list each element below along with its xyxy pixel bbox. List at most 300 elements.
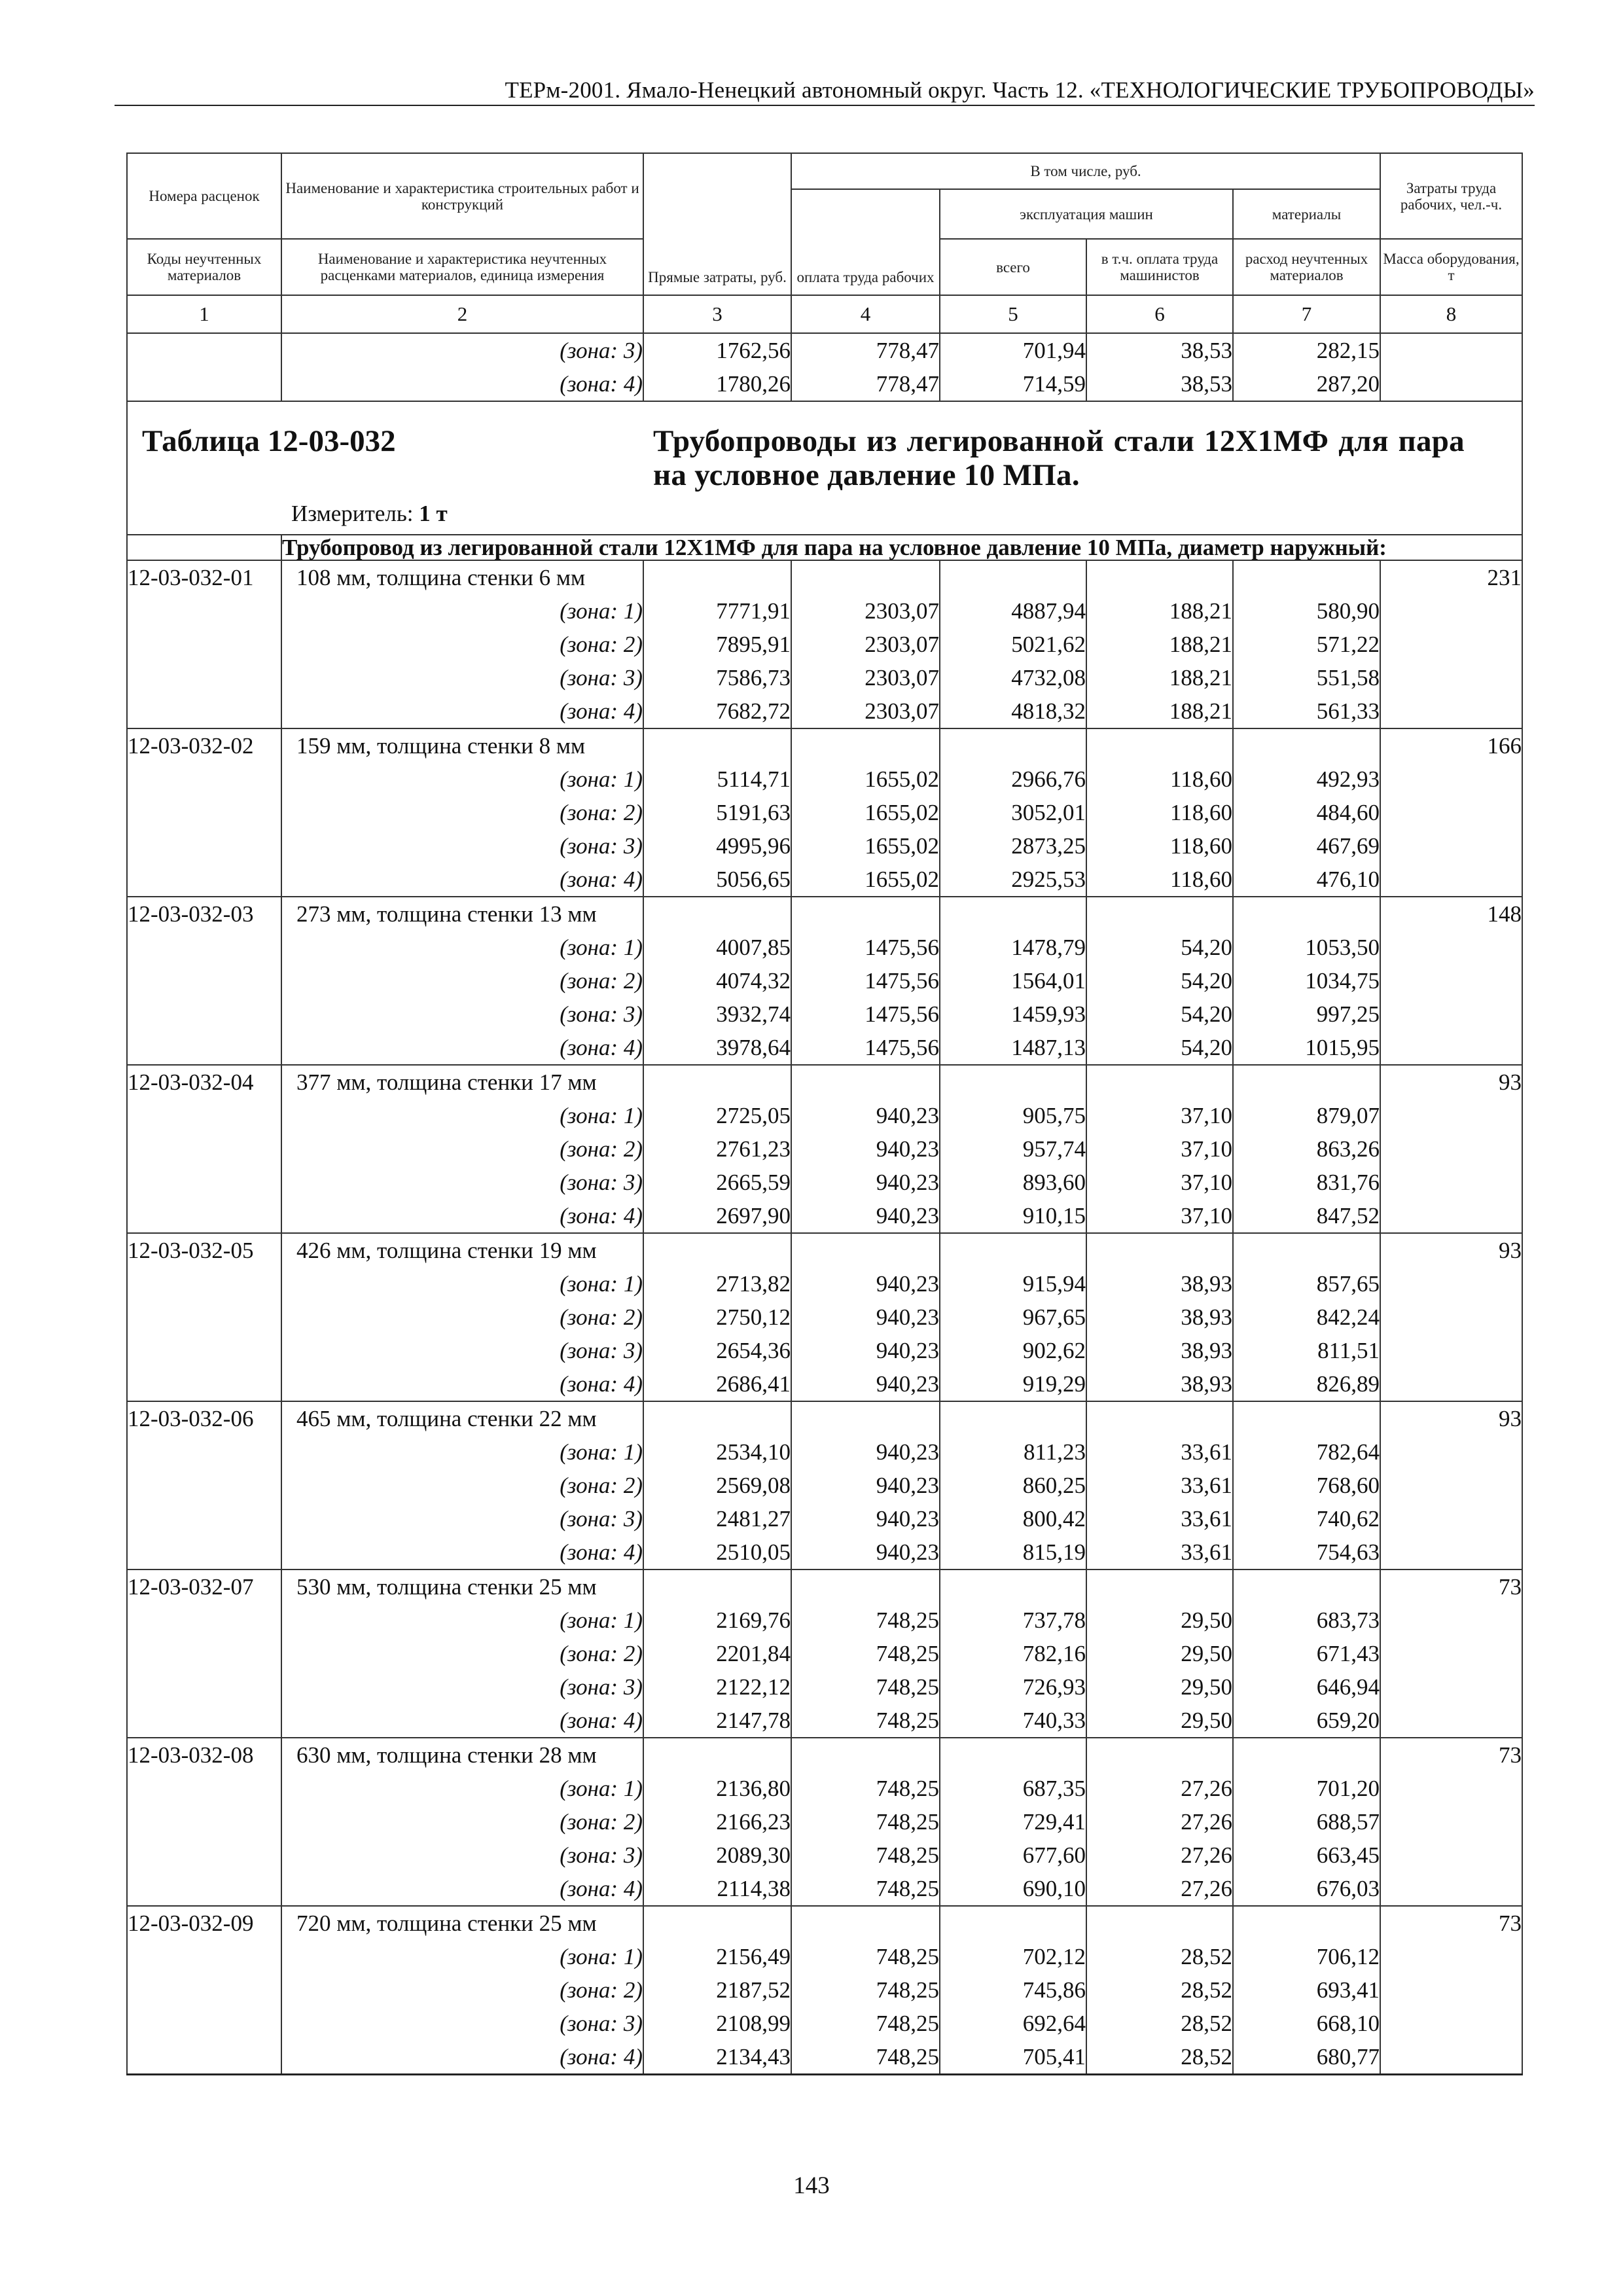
materials-cost: 863,26: [1233, 1132, 1380, 1166]
materials-cost: 492,93: [1233, 762, 1380, 796]
table-title: Трубопроводы из легированной стали 12Х1МФ для пара на условное давление 10 МПа.: [653, 424, 1465, 492]
header-incl: В том числе, руб.: [791, 153, 1380, 189]
empty-cell: [643, 1401, 791, 1435]
labor-pay: 2303,07: [791, 694, 940, 728]
machines-total: 1478,79: [940, 931, 1086, 964]
materials-cost: 561,33: [1233, 694, 1380, 728]
zone-row: [127, 964, 1522, 997]
zone-label: (зона: 4): [281, 1367, 643, 1401]
zone-label: (зона: 2): [281, 1973, 643, 2007]
row-code: [127, 931, 281, 964]
empty-cell: [1086, 897, 1233, 931]
operators-pay: 188,21: [1086, 594, 1233, 628]
row-code: [127, 1132, 281, 1166]
zone-row: [127, 2007, 1522, 2040]
zone-label: (зона: 3): [281, 661, 643, 694]
zone-row: [127, 997, 1522, 1031]
header-col2-bottom: Наименование и характеристика неучтенных расценками материалов, единица измерения: [281, 239, 643, 295]
rate-row: [127, 1401, 1522, 1435]
row-code: [127, 1973, 281, 2007]
labor-hours: 93: [1380, 1233, 1522, 1267]
operators-pay: 29,50: [1086, 1704, 1233, 1738]
materials-cost: 659,20: [1233, 1704, 1380, 1738]
table-number: Таблица 12-03-032: [142, 424, 396, 458]
labor-hours: 148: [1380, 897, 1522, 931]
zone-row: [127, 1637, 1522, 1670]
labor-pay: 1475,56: [791, 997, 940, 1031]
zone-row: [127, 1166, 1522, 1199]
empty-cell: [1086, 1401, 1233, 1435]
zone-label: (зона: 1): [281, 931, 643, 964]
labor-pay: 1475,56: [791, 964, 940, 997]
operators-pay: 38,93: [1086, 1367, 1233, 1401]
machines-total: 905,75: [940, 1099, 1086, 1132]
labor-hours: [1380, 964, 1522, 997]
direct-costs: 3978,64: [643, 1031, 791, 1065]
labor-pay: 940,23: [791, 1300, 940, 1334]
labor-hours: [1380, 1940, 1522, 1973]
zone-row: [127, 333, 1522, 367]
empty-cell: [1233, 1906, 1380, 1940]
row-code: [127, 1940, 281, 1973]
zone-row: [127, 1604, 1522, 1637]
direct-costs: 2156,49: [643, 1940, 791, 1973]
row-code: [127, 1334, 281, 1367]
row-code: [127, 628, 281, 661]
labor-hours: 231: [1380, 560, 1522, 594]
labor-pay: 1655,02: [791, 829, 940, 863]
operators-pay: 33,61: [1086, 1435, 1233, 1469]
direct-costs: 2761,23: [643, 1132, 791, 1166]
row-code: [127, 863, 281, 897]
labor-hours: [1380, 762, 1522, 796]
materials-cost: 997,25: [1233, 997, 1380, 1031]
labor-hours: 73: [1380, 1570, 1522, 1604]
operators-pay: 118,60: [1086, 762, 1233, 796]
materials-cost: 676,03: [1233, 1872, 1380, 1906]
labor-hours: [1380, 1872, 1522, 1906]
row-code: [127, 1166, 281, 1199]
machines-total: 902,62: [940, 1334, 1086, 1367]
empty-cell: [1233, 897, 1380, 931]
empty-cell: [791, 1065, 940, 1099]
zone-row: [127, 1973, 1522, 2007]
row-code: [127, 997, 281, 1031]
materials-cost: 1053,50: [1233, 931, 1380, 964]
zone-label: (зона: 3): [281, 1839, 643, 1872]
machines-total: 811,23: [940, 1435, 1086, 1469]
direct-costs: 2697,90: [643, 1199, 791, 1233]
operators-pay: 188,21: [1086, 661, 1233, 694]
machines-total: 4887,94: [940, 594, 1086, 628]
materials-cost: 754,63: [1233, 1535, 1380, 1570]
header-col8-top: Затраты труда рабочих, чел.-ч.: [1380, 153, 1522, 239]
operators-pay: 28,52: [1086, 2040, 1233, 2075]
materials-cost: 782,64: [1233, 1435, 1380, 1469]
labor-hours: [1380, 1704, 1522, 1738]
labor-pay: 1655,02: [791, 863, 940, 897]
labor-hours: [1380, 1670, 1522, 1704]
zone-row: [127, 1132, 1522, 1166]
labor-pay: 748,25: [791, 1805, 940, 1839]
direct-costs: 5114,71: [643, 762, 791, 796]
table-title-block: [127, 401, 1522, 535]
column-number: 3: [643, 295, 791, 333]
labor-pay: 940,23: [791, 1435, 940, 1469]
empty-cell: [1233, 1065, 1380, 1099]
machines-total: 957,74: [940, 1132, 1086, 1166]
materials-cost: 693,41: [1233, 1973, 1380, 2007]
empty-cell: [940, 1906, 1086, 1940]
zone-row: [127, 1199, 1522, 1233]
direct-costs: 2122,12: [643, 1670, 791, 1704]
machines-total: 740,33: [940, 1704, 1086, 1738]
operators-pay: 27,26: [1086, 1872, 1233, 1906]
header-col8-bottom: Масса оборудования, т: [1380, 239, 1522, 295]
labor-hours: [1380, 1166, 1522, 1199]
machines-total: 702,12: [940, 1940, 1086, 1973]
header-col3: Прямые затраты, руб.: [643, 153, 791, 295]
zone-label: (зона: 2): [281, 1805, 643, 1839]
empty-cell: [1086, 1570, 1233, 1604]
labor-hours: [1380, 694, 1522, 728]
machines-total: 800,42: [940, 1502, 1086, 1535]
rate-row: [127, 728, 1522, 762]
labor-hours: 73: [1380, 1906, 1522, 1940]
labor-hours: [1380, 367, 1522, 401]
operators-pay: 33,61: [1086, 1469, 1233, 1502]
labor-pay: 748,25: [791, 1872, 940, 1906]
zone-row: [127, 594, 1522, 628]
machines-total: 726,93: [940, 1670, 1086, 1704]
empty-cell: [1233, 1401, 1380, 1435]
empty-cell: [1086, 1906, 1233, 1940]
labor-hours: [1380, 1772, 1522, 1805]
header-materials: материалы: [1233, 189, 1380, 239]
operators-pay: 54,20: [1086, 964, 1233, 997]
row-code: [127, 1300, 281, 1334]
column-number: 5: [940, 295, 1086, 333]
operators-pay: 188,21: [1086, 694, 1233, 728]
zone-label: (зона: 1): [281, 594, 643, 628]
zone-label: (зона: 3): [281, 1502, 643, 1535]
zone-label: (зона: 1): [281, 762, 643, 796]
empty-cell: [643, 560, 791, 594]
zone-label: (зона: 3): [281, 1670, 643, 1704]
direct-costs: 5191,63: [643, 796, 791, 829]
labor-hours: [1380, 1132, 1522, 1166]
measure: [291, 500, 448, 528]
materials-cost: 671,43: [1233, 1637, 1380, 1670]
machines-total: 701,94: [940, 333, 1086, 367]
zone-label: (зона: 2): [281, 1637, 643, 1670]
rate-code: 12-03-032-04: [127, 1065, 281, 1099]
direct-costs: 3932,74: [643, 997, 791, 1031]
zone-label: (зона: 2): [281, 1300, 643, 1334]
rate-code: 12-03-032-07: [127, 1570, 281, 1604]
header-col1-top: Номера расценок: [127, 153, 281, 239]
rate-code: 12-03-032-06: [127, 1401, 281, 1435]
row-code: [127, 1435, 281, 1469]
materials-cost: 476,10: [1233, 863, 1380, 897]
rate-code: 12-03-032-01: [127, 560, 281, 594]
labor-pay: 748,25: [791, 1772, 940, 1805]
labor-pay: 1655,02: [791, 762, 940, 796]
zone-row: [127, 1300, 1522, 1334]
materials-cost: 683,73: [1233, 1604, 1380, 1637]
machines-total: 967,65: [940, 1300, 1086, 1334]
machines-total: 745,86: [940, 1973, 1086, 2007]
labor-pay: 940,23: [791, 1535, 940, 1570]
operators-pay: 38,53: [1086, 333, 1233, 367]
labor-pay: 748,25: [791, 2040, 940, 2075]
operators-pay: 37,10: [1086, 1166, 1233, 1199]
labor-pay: 748,25: [791, 1670, 940, 1704]
direct-costs: 2510,05: [643, 1535, 791, 1570]
zone-label: (зона: 3): [281, 1334, 643, 1367]
direct-costs: 1780,26: [643, 367, 791, 401]
operators-pay: 33,61: [1086, 1535, 1233, 1570]
machines-total: 2966,76: [940, 762, 1086, 796]
labor-hours: [1380, 628, 1522, 661]
materials-cost: 680,77: [1233, 2040, 1380, 2075]
direct-costs: 2114,38: [643, 1872, 791, 1906]
direct-costs: 2481,27: [643, 1502, 791, 1535]
header-col1-bottom: Коды неучтенных материалов: [127, 239, 281, 295]
empty-cell: [1086, 1738, 1233, 1772]
page-number: 143: [793, 2172, 830, 2199]
labor-pay: 2303,07: [791, 661, 940, 694]
operators-pay: 188,21: [1086, 628, 1233, 661]
zone-row: [127, 1670, 1522, 1704]
operators-pay: 28,52: [1086, 1973, 1233, 2007]
row-code: [127, 1199, 281, 1233]
row-code: [127, 1535, 281, 1570]
row-code: [127, 762, 281, 796]
machines-total: 860,25: [940, 1469, 1086, 1502]
machines-total: 1459,93: [940, 997, 1086, 1031]
direct-costs: 4007,85: [643, 931, 791, 964]
operators-pay: 29,50: [1086, 1637, 1233, 1670]
materials-cost: 857,65: [1233, 1267, 1380, 1300]
rate-name: 377 мм, толщина стенки 17 мм: [281, 1065, 643, 1099]
machines-total: 1564,01: [940, 964, 1086, 997]
zone-row: [127, 1704, 1522, 1738]
machines-total: 705,41: [940, 2040, 1086, 2075]
zone-row: [127, 1872, 1522, 1906]
materials-cost: 706,12: [1233, 1940, 1380, 1973]
header-col6: в т.ч. оплата труда машинистов: [1086, 239, 1233, 295]
materials-cost: 646,94: [1233, 1670, 1380, 1704]
direct-costs: 2725,05: [643, 1099, 791, 1132]
labor-hours: [1380, 2007, 1522, 2040]
machines-total: 714,59: [940, 367, 1086, 401]
labor-hours: [1380, 796, 1522, 829]
row-code: [127, 1367, 281, 1401]
header-col7: расход неучтенных материалов: [1233, 239, 1380, 295]
column-number: 8: [1380, 295, 1522, 333]
labor-hours: [1380, 863, 1522, 897]
materials-cost: 282,15: [1233, 333, 1380, 367]
direct-costs: 5056,65: [643, 863, 791, 897]
zone-row: [127, 694, 1522, 728]
labor-hours: [1380, 829, 1522, 863]
measure-value: 1 т: [419, 501, 448, 526]
materials-cost: 688,57: [1233, 1805, 1380, 1839]
header-col5: всего: [940, 239, 1086, 295]
machines-total: 677,60: [940, 1839, 1086, 1872]
zone-label: (зона: 4): [281, 367, 643, 401]
labor-hours: [1380, 1604, 1522, 1637]
rate-row: [127, 1065, 1522, 1099]
rate-row: [127, 560, 1522, 594]
zone-row: [127, 931, 1522, 964]
rate-name: 108 мм, толщина стенки 6 мм: [281, 560, 643, 594]
machines-total: 910,15: [940, 1199, 1086, 1233]
zone-label: (зона: 4): [281, 1031, 643, 1065]
zone-label: (зона: 3): [281, 1166, 643, 1199]
measure-label: Измеритель:: [291, 501, 414, 526]
zone-label: (зона: 2): [281, 796, 643, 829]
direct-costs: 2665,59: [643, 1166, 791, 1199]
empty-cell: [791, 1738, 940, 1772]
machines-total: 5021,62: [940, 628, 1086, 661]
direct-costs: 2187,52: [643, 1973, 791, 2007]
operators-pay: 28,52: [1086, 2007, 1233, 2040]
machines-total: 915,94: [940, 1267, 1086, 1300]
materials-cost: 842,24: [1233, 1300, 1380, 1334]
rate-row: [127, 1738, 1522, 1772]
operators-pay: 37,10: [1086, 1099, 1233, 1132]
labor-hours: [1380, 1300, 1522, 1334]
labor-hours: 93: [1380, 1401, 1522, 1435]
labor-pay: 940,23: [791, 1099, 940, 1132]
operators-pay: 54,20: [1086, 997, 1233, 1031]
empty-cell: [940, 560, 1086, 594]
row-code: [127, 2040, 281, 2075]
machines-total: 893,60: [940, 1166, 1086, 1199]
labor-hours: [1380, 1267, 1522, 1300]
rate-code: 12-03-032-05: [127, 1233, 281, 1267]
labor-pay: 940,23: [791, 1469, 940, 1502]
empty-cell: [643, 1233, 791, 1267]
rate-name: 530 мм, толщина стенки 25 мм: [281, 1570, 643, 1604]
materials-cost: 287,20: [1233, 367, 1380, 401]
labor-hours: [1380, 1031, 1522, 1065]
column-number: 6: [1086, 295, 1233, 333]
labor-hours: [1380, 2040, 1522, 2075]
row-code: [127, 1099, 281, 1132]
zone-label: (зона: 3): [281, 2007, 643, 2040]
zone-row: [127, 1940, 1522, 1973]
empty-cell: [1233, 728, 1380, 762]
labor-hours: [1380, 661, 1522, 694]
column-number: 4: [791, 295, 940, 333]
empty-cell: [643, 897, 791, 931]
empty-cell: [791, 1401, 940, 1435]
zone-label: (зона: 4): [281, 1872, 643, 1906]
operators-pay: 28,52: [1086, 1940, 1233, 1973]
row-code: [127, 2007, 281, 2040]
zone-label: (зона: 4): [281, 863, 643, 897]
labor-pay: 748,25: [791, 1637, 940, 1670]
materials-cost: 740,62: [1233, 1502, 1380, 1535]
direct-costs: 2750,12: [643, 1300, 791, 1334]
zone-row: [127, 1805, 1522, 1839]
materials-cost: 551,58: [1233, 661, 1380, 694]
zone-row: [127, 1334, 1522, 1367]
empty-cell: [940, 897, 1086, 931]
labor-hours: [1380, 1637, 1522, 1670]
rate-code: 12-03-032-09: [127, 1906, 281, 1940]
operators-pay: 38,93: [1086, 1300, 1233, 1334]
direct-costs: 2166,23: [643, 1805, 791, 1839]
rate-name: 720 мм, толщина стенки 25 мм: [281, 1906, 643, 1940]
machines-total: 2873,25: [940, 829, 1086, 863]
direct-costs: 2147,78: [643, 1704, 791, 1738]
row-code: [127, 694, 281, 728]
labor-pay: 778,47: [791, 333, 940, 367]
empty-cell: [643, 1570, 791, 1604]
direct-costs: 4995,96: [643, 829, 791, 863]
zone-label: (зона: 1): [281, 1940, 643, 1973]
labor-hours: 166: [1380, 728, 1522, 762]
rate-row: [127, 1906, 1522, 1940]
zone-label: (зона: 2): [281, 964, 643, 997]
machines-total: 737,78: [940, 1604, 1086, 1637]
labor-hours: [1380, 1502, 1522, 1535]
row-code: [127, 1267, 281, 1300]
operators-pay: 54,20: [1086, 931, 1233, 964]
labor-hours: [1380, 997, 1522, 1031]
zone-label: (зона: 4): [281, 694, 643, 728]
labor-hours: [1380, 1099, 1522, 1132]
rate-name: 159 мм, толщина стенки 8 мм: [281, 728, 643, 762]
empty-cell: [940, 1233, 1086, 1267]
zone-row: [127, 829, 1522, 863]
labor-hours: [1380, 931, 1522, 964]
materials-cost: 847,52: [1233, 1199, 1380, 1233]
row-code: [127, 333, 281, 367]
labor-pay: 1475,56: [791, 931, 940, 964]
zone-row: [127, 1435, 1522, 1469]
machines-total: 782,16: [940, 1637, 1086, 1670]
header-machines: эксплуатация машин: [940, 189, 1233, 239]
row-code: [127, 1502, 281, 1535]
rate-row: [127, 1570, 1522, 1604]
row-code: [127, 1469, 281, 1502]
rate-name: 465 мм, толщина стенки 22 мм: [281, 1401, 643, 1435]
zone-row: [127, 863, 1522, 897]
materials-cost: 1015,95: [1233, 1031, 1380, 1065]
labor-pay: 1475,56: [791, 1031, 940, 1065]
machines-total: 4818,32: [940, 694, 1086, 728]
empty-cell: [791, 1906, 940, 1940]
zone-row: [127, 1031, 1522, 1065]
zone-label: (зона: 1): [281, 1267, 643, 1300]
labor-pay: 940,23: [791, 1199, 940, 1233]
direct-costs: 2534,10: [643, 1435, 791, 1469]
rate-code: 12-03-032-03: [127, 897, 281, 931]
labor-hours: [1380, 1199, 1522, 1233]
direct-costs: 1762,56: [643, 333, 791, 367]
machines-total: 815,19: [940, 1535, 1086, 1570]
zone-label: (зона: 3): [281, 333, 643, 367]
empty-cell: [643, 1738, 791, 1772]
empty-cell: [791, 560, 940, 594]
direct-costs: 7771,91: [643, 594, 791, 628]
zone-label: (зона: 2): [281, 628, 643, 661]
